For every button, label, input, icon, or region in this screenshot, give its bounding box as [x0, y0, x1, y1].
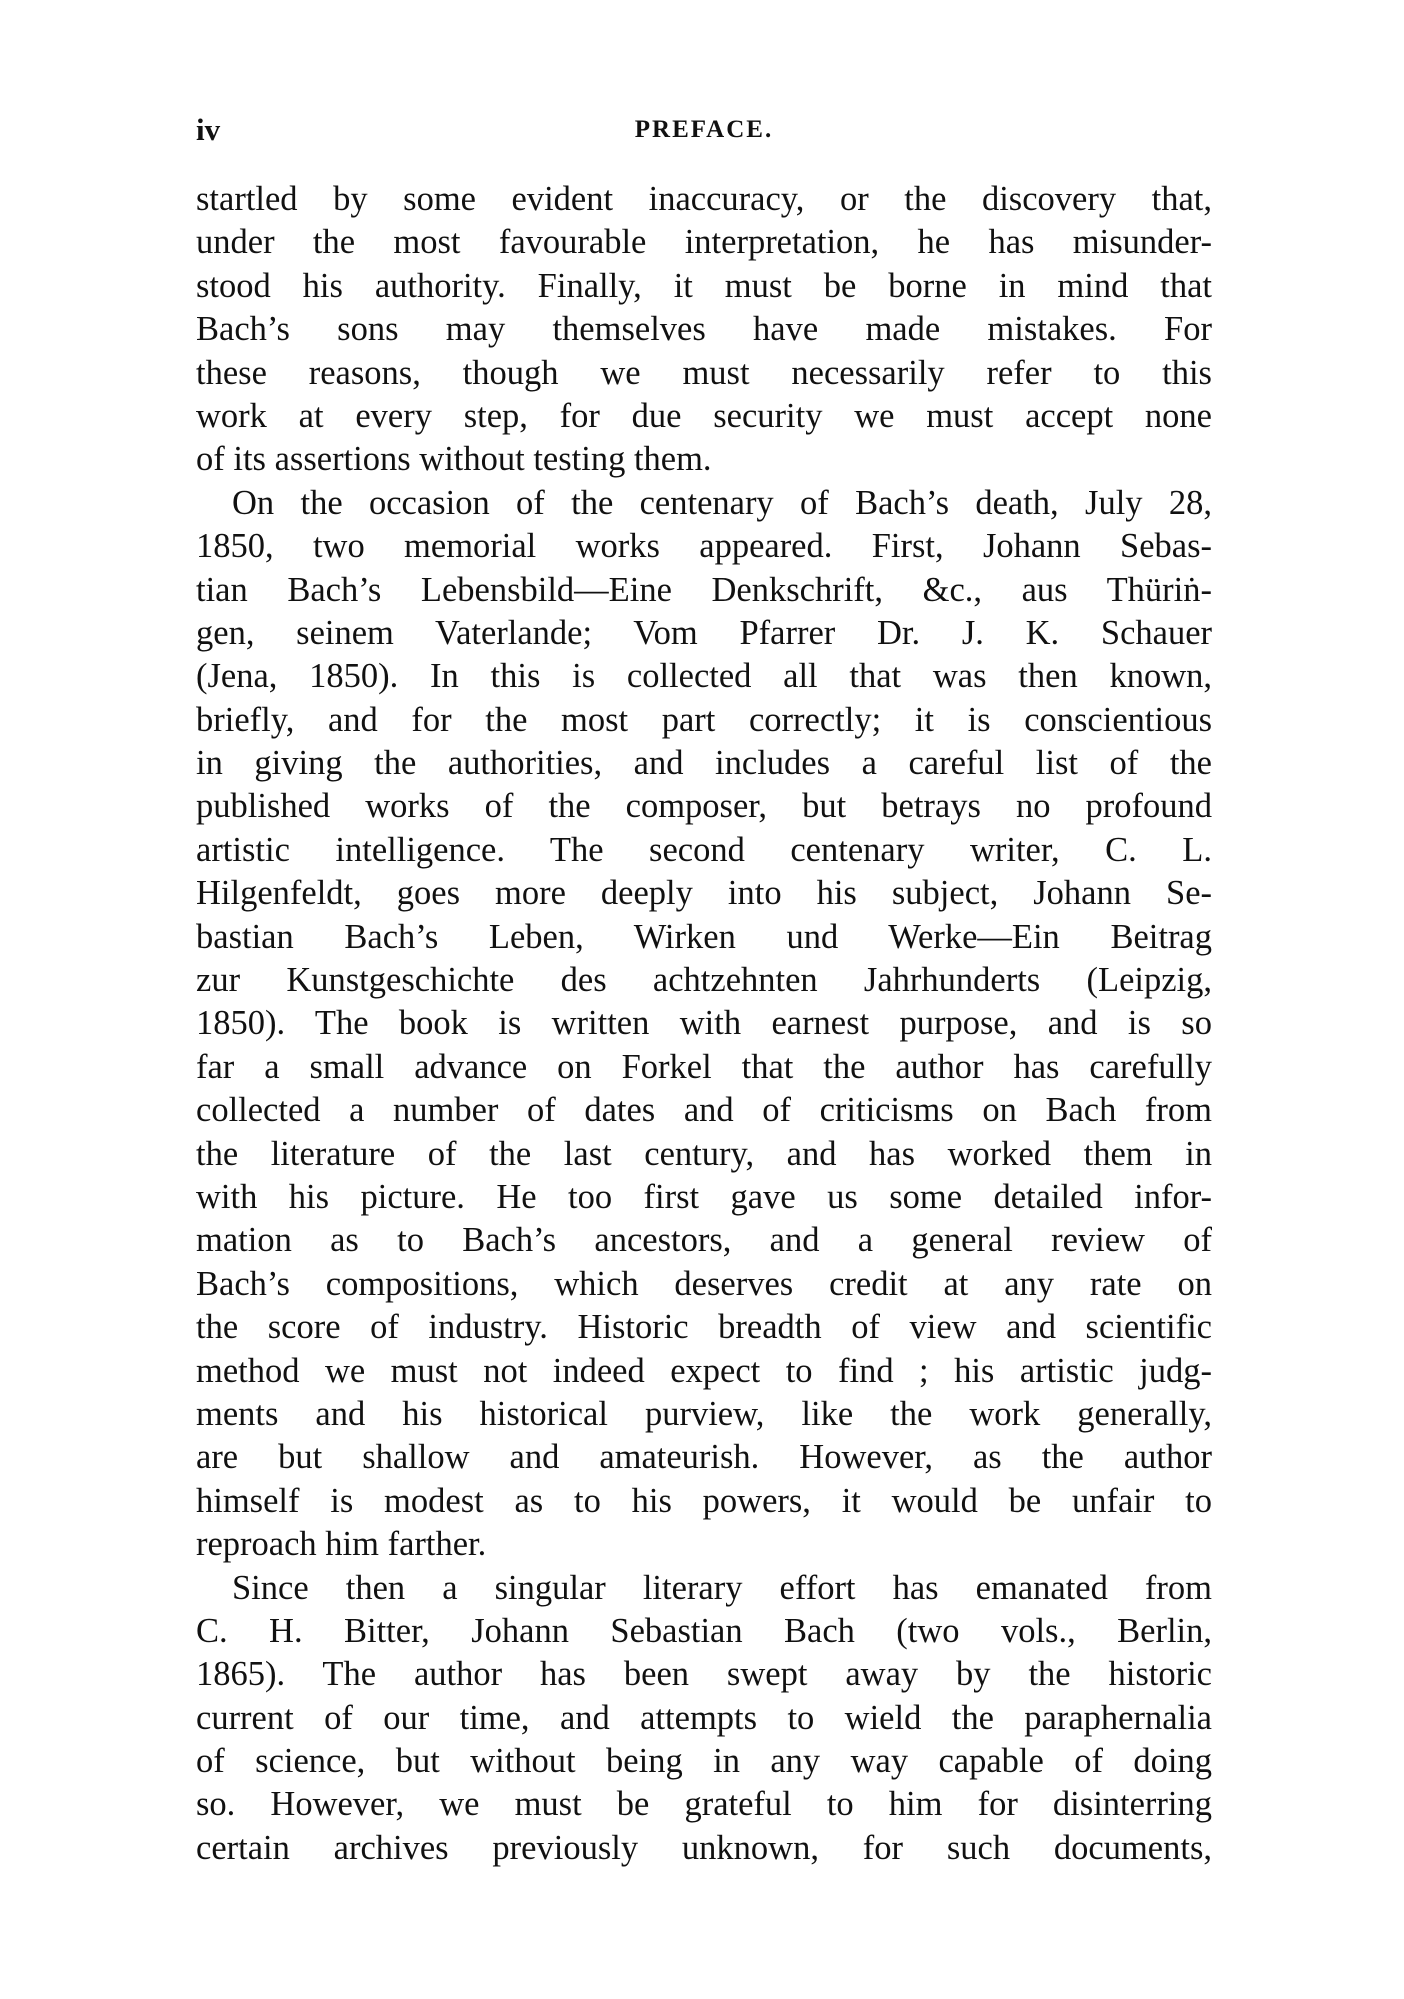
text-line: reproach him farther.	[196, 1525, 487, 1564]
text-line: Bach’s compositions, which deserves credit at any rate on	[196, 1264, 1212, 1303]
page-number: iv	[196, 112, 221, 147]
text-line: 1865). The author has been swept away by the historic	[196, 1655, 1212, 1694]
text-line: certain archives previously unknown, for such documents,	[196, 1828, 1212, 1867]
text-line: of its assertions without testing them.	[196, 440, 712, 479]
text-line: C. H. Bitter, Johann Sebastian Bach (two vols., Berlin,	[196, 1611, 1212, 1650]
text-line: himself is modest as to his powers, it would be unfair to	[196, 1481, 1212, 1520]
text-line: under the most favourable interpretation, he has misunder-	[196, 223, 1212, 262]
text-line: startled by some evident inaccuracy, or the discovery that,	[196, 180, 1212, 218]
text-line: in giving the authorities, and includes a careful list of the	[196, 744, 1212, 783]
text-line: the literature of the last century, and has worked them in	[196, 1134, 1212, 1173]
text-line: (Jena, 1850). In this is collected all that was then known,	[196, 657, 1212, 696]
text-line: current of our time, and attempts to wield the paraphernalia	[196, 1698, 1212, 1737]
text-line: work at every step, for due security we must accept none	[196, 396, 1212, 435]
text-line: On the occasion of the centenary of Bach’s death, July 28,	[232, 483, 1212, 522]
text-line: gen, seinem Vaterlande; Vom Pfarrer Dr. J. K. Schauer	[196, 613, 1212, 652]
text-line: so. However, we must be grateful to him for disinterring	[196, 1785, 1212, 1824]
text-line: far a small advance on Forkel that the author has carefully	[196, 1047, 1212, 1086]
text-line: tian Bach’s Lebensbild—Eine Denkschrift, &c., aus Thüriṅ-	[196, 570, 1212, 609]
text-line: with his picture. He too first gave us some detailed infor-	[196, 1177, 1212, 1216]
text-line: stood his authority. Finally, it must be borne in mind that	[196, 266, 1212, 305]
text-line: are but shallow and amateurish. However, as the author	[196, 1438, 1212, 1477]
text-line: 1850, two memorial works appeared. First, Johann Sebas-	[196, 527, 1212, 566]
text-line: these reasons, though we must necessarily refer to this	[196, 353, 1212, 392]
text-line: bastian Bach’s Leben, Wirken und Werke—Ein Beitrag	[196, 917, 1212, 956]
text-line: 1850). The book is written with earnest purpose, and is so	[196, 1004, 1212, 1043]
text-line: Hilgenfeldt, goes more deeply into his subject, Johann Se-	[196, 874, 1212, 913]
text-line: of science, but without being in any way capable of doing	[196, 1742, 1212, 1781]
text-line: Bach’s sons may themselves have made mistakes. For	[196, 310, 1212, 349]
text-line: artistic intelligence. The second centenary writer, C. L.	[196, 830, 1212, 869]
running-title: PREFACE.	[634, 116, 774, 143]
text-line: mation as to Bach’s ancestors, and a general review of	[196, 1221, 1212, 1260]
body-text	[196, 178, 1212, 1870]
running-head	[196, 108, 1212, 152]
text-line: ments and his historical purview, like the work generally,	[196, 1394, 1212, 1433]
text-line: Since then a singular literary effort has emanated from	[232, 1568, 1212, 1607]
text-line: the score of industry. Historic breadth of view and scientific	[196, 1308, 1212, 1347]
text-line: briefly, and for the most part correctly; it is conscientious	[196, 700, 1212, 739]
text-line: published works of the composer, but betrays no profound	[196, 787, 1212, 826]
text-line: method we must not indeed expect to find ; his artistic judg-	[196, 1351, 1212, 1390]
text-line: zur Kunstgeschichte des achtzehnten Jahrhunderts (Leipzig,	[196, 961, 1212, 1000]
text-line: collected a number of dates and of criticisms on Bach from	[196, 1091, 1212, 1130]
